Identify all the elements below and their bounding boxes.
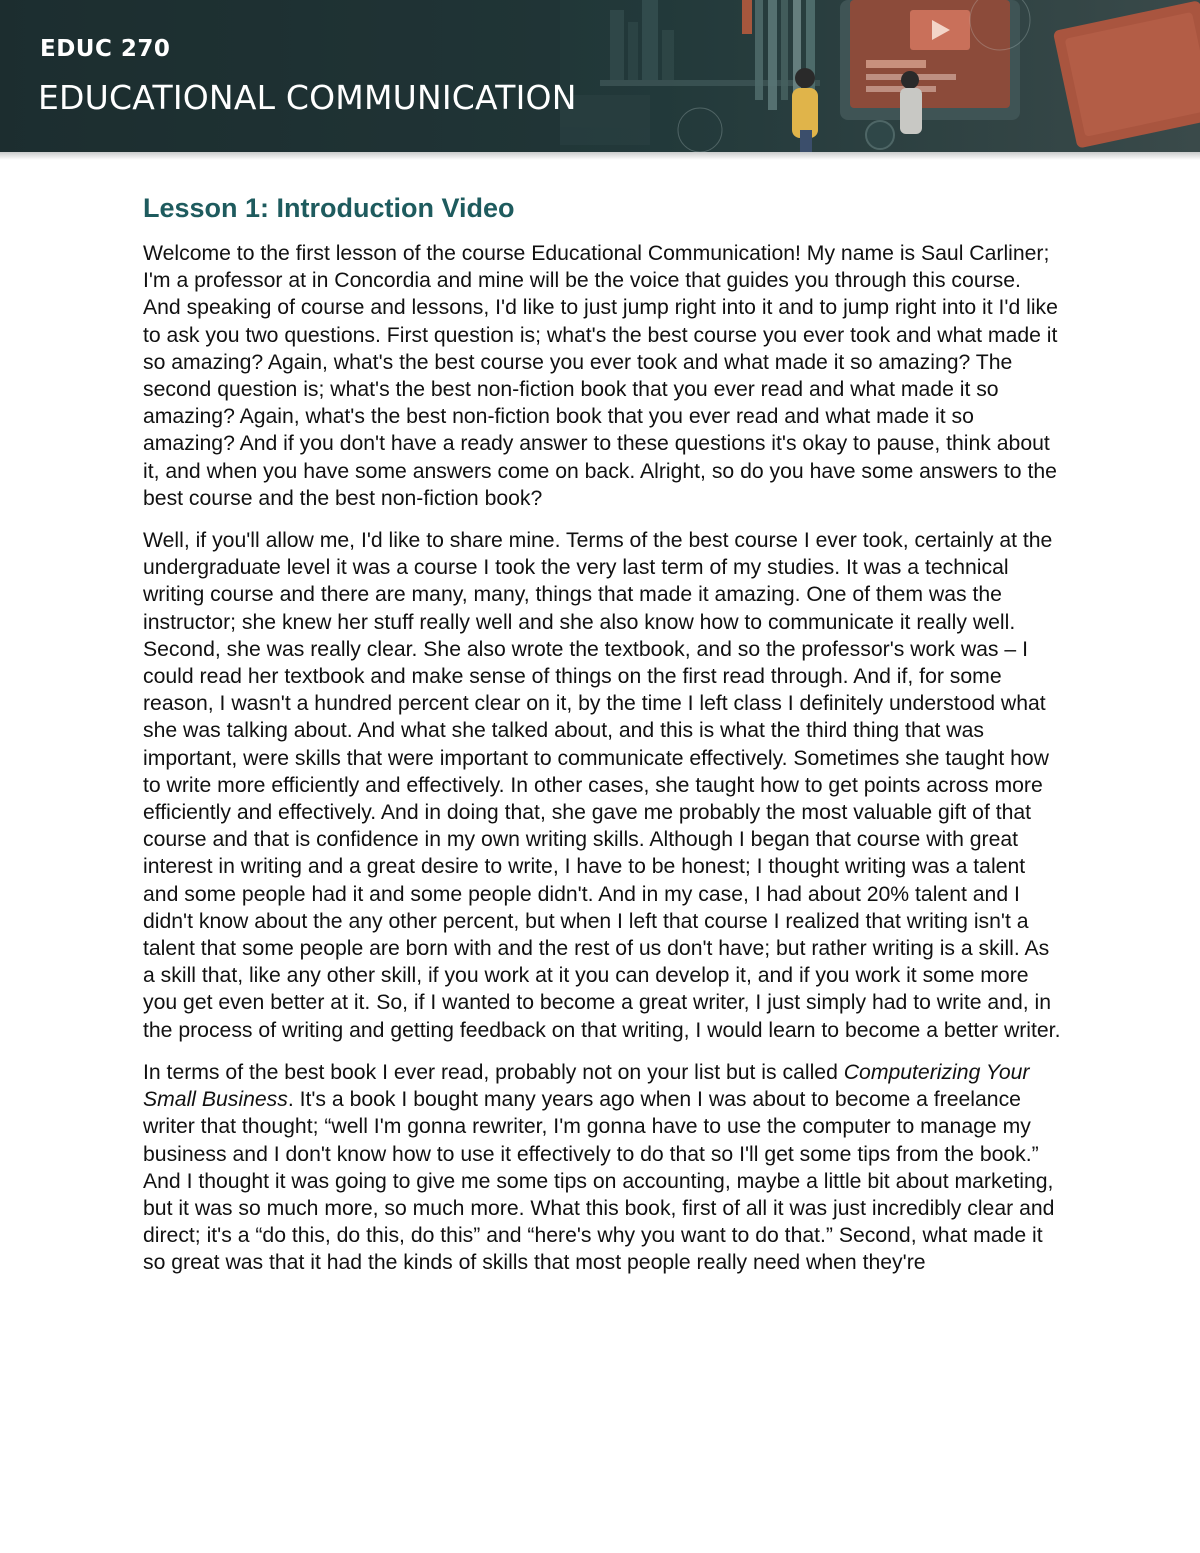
lesson-content (143, 188, 1063, 1292)
paragraph-2: Well, if you'll allow me, I'd like to share mine. Terms of the best course I ever took, certainly at the undergraduate level it was a course I took the very last term of my studies. It was a technical writing course and there are many, many, things that made it amazing. One of them was the instructor; she knew her stuff really well and she also know how to communicate it really well. Second, she was really clear. She also wrote the textbook, and so the professor's work was – I could read her textbook and make sense of things on the first read through. And if, for some reason, I wasn't a hundred percent clear on it, by the time I left class I definitely understood what she was talking about. And what she talked about, and this is what the third thing that was important, were skills that were important to communicate effectively. Sometimes she taught how to write more efficiently and effectively. In other cases, she taught how to get points across more efficiently and effectively. And in doing that, she gave me probably the most valuable gift of that course and that is confidence in my own writing skills. Although I began that course with great interest in writing and a great desire to write, I have to be honest; I thought writing was a talent and some people had it and some people didn't. And in my case, I had about 20% talent and I didn't know about the any other percent, but when I left that course I realized that writing isn't a talent that some people are born with and the rest of us don't have; but rather writing is a skill. As a skill that, like any other skill, if you work at it you can develop it, and if you work it some more you get even better at it. So, if I wanted to become a great writer, I just simply had to write and, in the process of writing and getting feedback on that writing, I would learn to become a better writer. (143, 529, 1061, 1042)
lesson-title: Lesson 1: Introduction Video (143, 193, 515, 223)
banner-illustration (0, 0, 1200, 152)
paragraph-3 (143, 1059, 1063, 1277)
course-banner (0, 0, 1200, 152)
course-name: EDUCATIONAL COMMUNICATION (38, 78, 577, 117)
course-code: EDUC 270 (40, 36, 171, 62)
paragraph-3-rest: . It's a book I bought many years ago when I was about to become a freelance writer that thought; “well I'm gonna rewriter, I'm gonna have to use the computer to manage my business and I don't know how to use it effectively to do that so I'll get some tips from the book.” And I thought it was going to give me some tips on accounting, maybe a little bit about marketing, but it was so much more, so much more. What this book, first of all it was just incredibly clear and direct; it's a “do this, do this, do this” and “here's why you want to do that.” Second, what made it so great was that it had the kinds of skills that most people really need when they're (143, 1088, 1055, 1275)
banner-shadow (0, 152, 1200, 160)
book-title: Computerizing Your Small Business (143, 1060, 1030, 1112)
paragraph-1: Welcome to the first lesson of the course Educational Communication! My name is Saul Carliner; I'm a professor at in Concordia and mine will be the voice that guides you through this course. And speaking of course and lessons, I'd like to just jump right into it and to jump right into it I'd like to ask you two questions. First question is; what's the best course you ever took and what made it so amazing? Again, what's the best course you ever took and what made it so amazing? The second question is; what's the best non-fiction book that you ever read and what made it so amazing? Again, what's the best non-fiction book that you ever read and what made it so amazing? And if you don't have a ready answer to these questions it's okay to pause, think about it, and when you have some answers come on back. Alright, so do you have some answers to the best course and the best non-fiction book? (143, 242, 1058, 510)
paragraph-3-intro: In terms of the best book I ever read, probably not on your list but is called (143, 1060, 844, 1084)
